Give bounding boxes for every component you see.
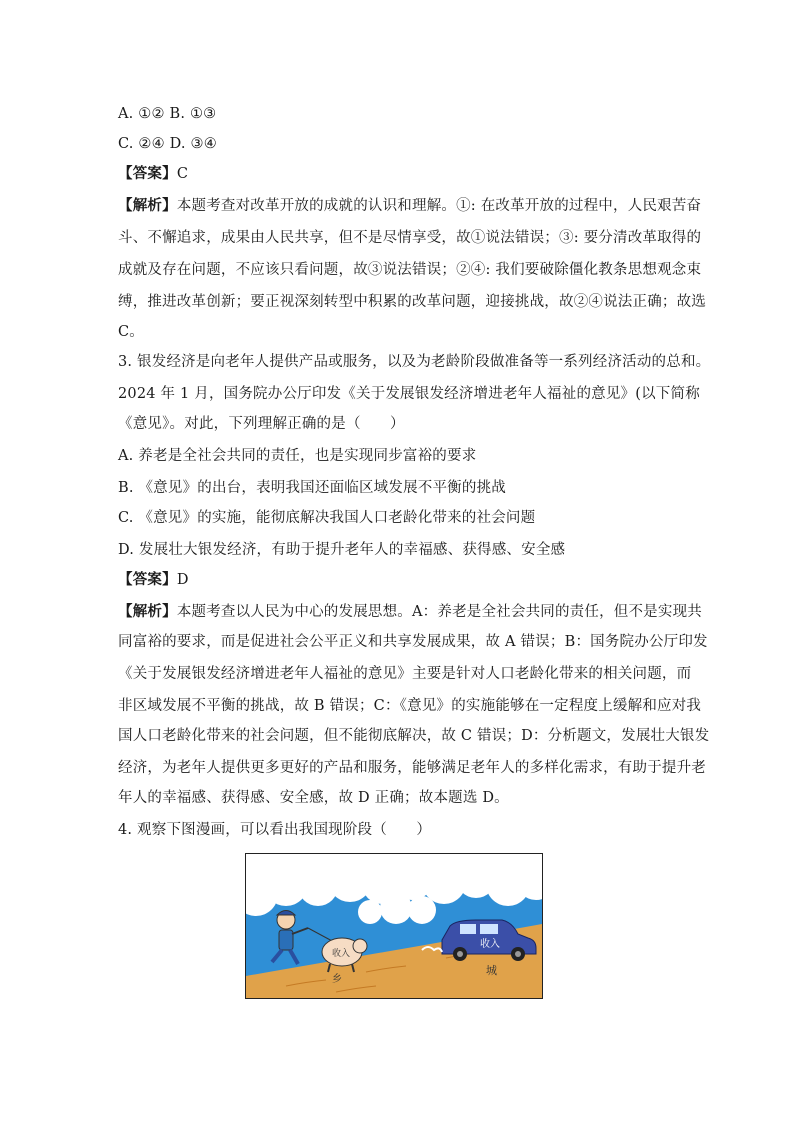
cartoon-figure xyxy=(245,853,543,999)
q3-stem-line-1: 3. 银发经济是向老年人提供产品或服务，以及为老龄阶段做准备等一系列经济活动的总和。 xyxy=(118,354,711,370)
q3-analysis-line-6: 经济，为老年人提供更多更好的产品和服务，能够满足老年人的多样化需求，有助于提升老 xyxy=(118,760,706,776)
q3-stem-line-3: 《意见》。对此，下列理解正确的是（ ） xyxy=(118,416,405,432)
q2-answer xyxy=(118,164,188,184)
q4-stem: 4. 观察下图漫画，可以看出我国现阶段（ ） xyxy=(118,822,432,838)
q3-option-a: A. 养老是全社会共同的责任，也是实现同步富裕的要求 xyxy=(118,448,477,464)
pig-label: 收入 xyxy=(332,949,351,959)
q3-answer xyxy=(118,570,189,590)
q2-analysis-line-5: C。 xyxy=(118,324,144,340)
analysis-label: 【解析】 xyxy=(118,603,177,620)
q2-analysis-line-4: 缚，推进改革创新；要正视深刻转型中积累的改革问题，迎接挑战，故②④说法正确；故选 xyxy=(118,294,706,310)
q3-option-c: C. 《意见》的实施，能彻底解决我国人口老龄化带来的社会问题 xyxy=(118,510,536,526)
answer-value: D xyxy=(176,572,189,588)
q3-analysis-line-2: 同富裕的要求，而是促进社会公平正义和共享发展成果，故 A 错误；B：国务院办公厅印发 xyxy=(118,634,708,650)
q3-analysis-line-7: 年人的幸福感、获得感、安全感，故 D 正确；故本题选 D。 xyxy=(118,790,509,806)
q3-analysis-line-1: 【解析】本题考查以人民为中心的发展思想。A：养老是全社会共同的责任，但不是实现共 xyxy=(118,603,702,620)
q3-analysis-line-4: 非区域发展不平衡的挑战，故 B 错误；C：《意见》的实施能够在一定程度上缓解和应对我 xyxy=(118,698,702,714)
city-label: 城 xyxy=(486,964,497,977)
cartoon-svg xyxy=(246,854,542,998)
q3-stem-line-2: 2024 年 1 月，国务院办公厅印发《关于发展银发经济增进老年人福祉的意见》(以下简称 xyxy=(118,386,700,402)
q3-analysis-line-5: 国人口老龄化带来的社会问题，但不能彻底解决，故 C 错误；D：分析题文，发展壮大银发 xyxy=(118,728,710,744)
car-label: 收入 xyxy=(480,939,500,950)
village-label: 乡 xyxy=(332,974,342,985)
q2-analysis-line-1: 【解析】本题考查对改革开放的成就的认识和理解。①: 在改革开放的过程中，人民艰苦奋 xyxy=(118,197,702,214)
answer-value: C xyxy=(176,166,189,182)
q2-options-row1: A. ①② B. ①③ xyxy=(118,106,217,122)
q3-analysis-line-3: 《关于发展银发经济增进老年人福祉的意见》主要是针对人口老龄化带来的相关问题，而 xyxy=(118,666,692,682)
answer-label: 【答案】 xyxy=(118,165,177,182)
analysis-label: 【解析】 xyxy=(118,197,177,214)
answer-label: 【答案】 xyxy=(118,571,177,588)
q2-options-row2: C. ②④ D. ③④ xyxy=(118,136,217,152)
q3-option-b: B. 《意见》的出台，表明我国还面临区域发展不平衡的挑战 xyxy=(118,480,506,496)
q2-analysis-line-2: 斗、不懈追求，成果由人民共享，但不是尽情享受，故①说法错误；③: 要分清改革取得的 xyxy=(118,230,702,246)
q2-analysis-line-3: 成就及存在问题，不应该只看问题，故③说法错误；②④: 我们要破除僵化教条思想观念束 xyxy=(118,262,702,278)
q3-option-d: D. 发展壮大银发经济，有助于提升老年人的幸福感、获得感、安全感 xyxy=(118,542,566,558)
